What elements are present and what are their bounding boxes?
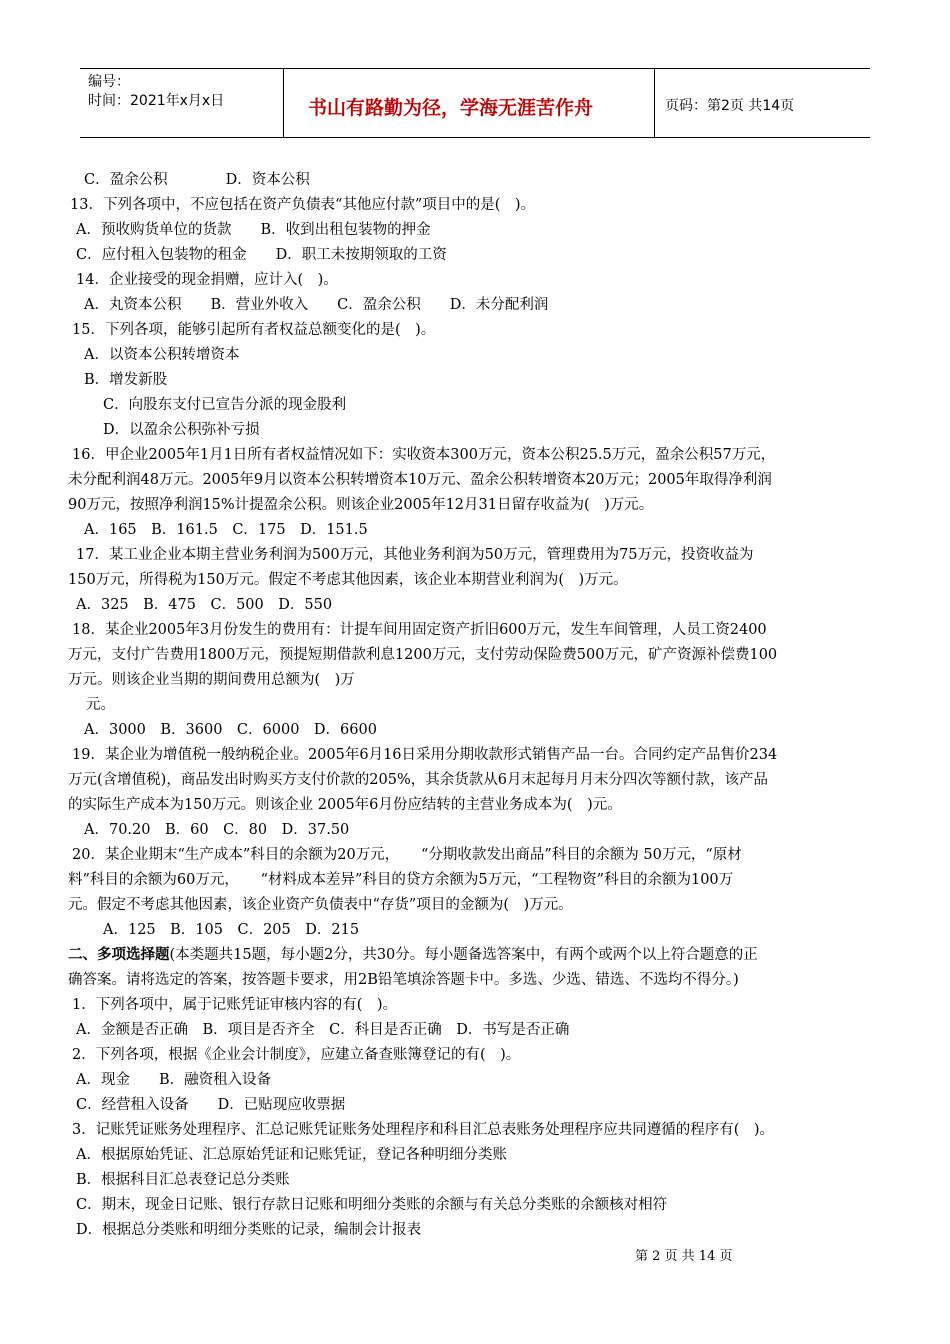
text-line: 元。假定不考虑其他因素，该企业资产负债表中“存货”项目的金额为( )万元。	[68, 897, 573, 913]
section-2-title: 二、多项选择题	[68, 947, 170, 963]
text-line: C．应付租入包装物的租金 D．职工未按期领取的工资	[76, 247, 447, 263]
mc-question-3: 3．记账凭证账务处理程序、汇总记账凭证账务处理程序和科目汇总表账务处理程序应共同遵循的程序有( )。	[72, 1122, 775, 1138]
text-line: C．经营租入设备 D．已贴现应收票据	[76, 1097, 346, 1113]
text-line: A．金额是否正确 B．项目是否齐全 C．科目是否正确 D．书写是否正确	[76, 1022, 570, 1038]
text-line: A．125 B．105 C．205 D．215	[103, 922, 360, 938]
section-2-instructions: (本类题共15题，每小题2分，共30分。每小题备选答案中，有两个或两个以上符合题意的正	[169, 947, 758, 963]
mc-question-1: 1．下列各项中，属于记账凭证审核内容的有( )。	[72, 997, 398, 1013]
page-header	[80, 68, 870, 138]
text-line: 90万元，按照净利润15%计提盈余公积。则该企业2005年12月31日留存收益为( )万元。	[68, 497, 654, 513]
text-line: D．根据总分类账和明细分类账的记录，编制会计报表	[76, 1222, 422, 1238]
question-15: 15．下列各项，能够引起所有者权益总额变化的是( )。	[72, 322, 436, 338]
header-motto-cell	[284, 69, 655, 137]
text-line: A．325 B．475 C．500 D．550	[76, 597, 333, 613]
text-line: A．70.20 B．60 C．80 D．37.50	[84, 822, 350, 838]
page-footer: 第 2 页 共 14 页	[635, 1249, 733, 1264]
header-info-cell	[80, 69, 284, 137]
text-line: 元。	[86, 697, 115, 713]
text-line: A．以资本公积转增资本	[84, 347, 240, 363]
text-line: B．根据科目汇总表登记总分类账	[76, 1172, 290, 1188]
text-line: 确答案。请将选定的答案，按答题卡要求，用2B铅笔填涂答题卡中。多选、少选、错选、不选均不得分。)	[68, 972, 739, 988]
text-line: 万元。则该企业当期的期间费用总额为( )万	[68, 672, 355, 688]
section-2-intro	[68, 945, 758, 965]
question-17: 17．某工业企业本期主营业务利润为500万元，其他业务利润为50万元，管理费用为75万元，投资收益为	[76, 547, 754, 563]
text-line: B．增发新股	[84, 372, 168, 388]
text-line: C．向股东支付已宣告分派的现金股利	[103, 397, 347, 413]
text-line: D．以盈余公积弥补亏损	[103, 422, 260, 438]
text-line: 万元，支付广告费用1800万元，预提短期借款利息1200万元，支付劳动保险费500万元，矿产资源补偿费100	[68, 647, 778, 663]
question-14: 14．企业接受的现金捐赠，应计入( )。	[76, 272, 338, 288]
text-line: 万元(含增值税)，商品发出时购买方支付价款的205%，其余货款从6月末起每月月末分四次等额付款，该产品	[68, 772, 768, 788]
text-line: A．丸资本公积 B．营业外收入 C．盈余公积 D．未分配利润	[84, 297, 549, 313]
header-page-info: 页码：第2页 共14页	[665, 98, 795, 114]
text-line: A．165 B．161.5 C．175 D．151.5	[84, 522, 368, 538]
question-13: 13．下列各项中，不应包括在资产负债表“其他应付款”项目中的是( )。	[70, 197, 536, 213]
doc-time-label: 时间：2021年x月x日	[88, 93, 225, 109]
question-19: 19．某企业为增值税一般纳税企业。2005年6月16日采用分期收款形式销售产品一台。合同约定产品售价234	[72, 747, 778, 763]
header-motto: 书山有路勤为径，学海无涯苦作舟	[308, 97, 594, 119]
doc-code-label: 编号：	[88, 74, 130, 90]
text-line: C．期末，现金日记账、银行存款日记账和明细分类账的余额与有关总分类账的余额核对相符	[76, 1197, 668, 1213]
text-line: A．预收购货单位的货款 B．收到出租包装物的押金	[76, 222, 431, 238]
text-line: A．3000 B．3600 C．6000 D．6600	[84, 722, 377, 738]
text-line: 150万元，所得税为150万元。假定不考虑其他因素，该企业本期营业利润为( )万元。	[68, 572, 628, 588]
question-16: 16．甲企业2005年1月1日所有者权益情况如下：实收资本300万元，资本公积25.5万元，盈余公积57万元，	[72, 447, 776, 463]
question-20: 20．某企业期末“生产成本”科目的余额为20万元， “分期收款发出商品”科目的余额为 50万元，“原材	[72, 847, 742, 863]
text-line: 的实际生产成本为150万元。则该企业 2005年6月份应结转的主营业务成本为( )元。	[68, 797, 622, 813]
question-18: 18．某企业2005年3月份发生的费用有：计提车间用固定资产折旧600万元，发生车间管理，人员工资2400	[72, 622, 767, 638]
text-line: A．根据原始凭证、汇总原始凭证和记账凭证，登记各种明细分类账	[76, 1147, 507, 1163]
mc-question-2: 2．下列各项，根据《企业会计制度》，应建立备查账簿登记的有( )。	[72, 1047, 521, 1063]
header-page-cell	[655, 69, 870, 137]
text-line: 未分配利润48万元。2005年9月以资本公积转增资本10万元、盈余公积转增资本20万元；2005年取得净利润	[68, 472, 772, 488]
text-line: A．现金 B．融资租入设备	[76, 1072, 272, 1088]
text-line: 料”科目的余额为60万元， “材料成本差异”科目的贷方余额为5万元，“工程物资”科目的余额为100万	[68, 872, 734, 888]
text-line: C．盈余公积 D．资本公积	[84, 172, 310, 188]
